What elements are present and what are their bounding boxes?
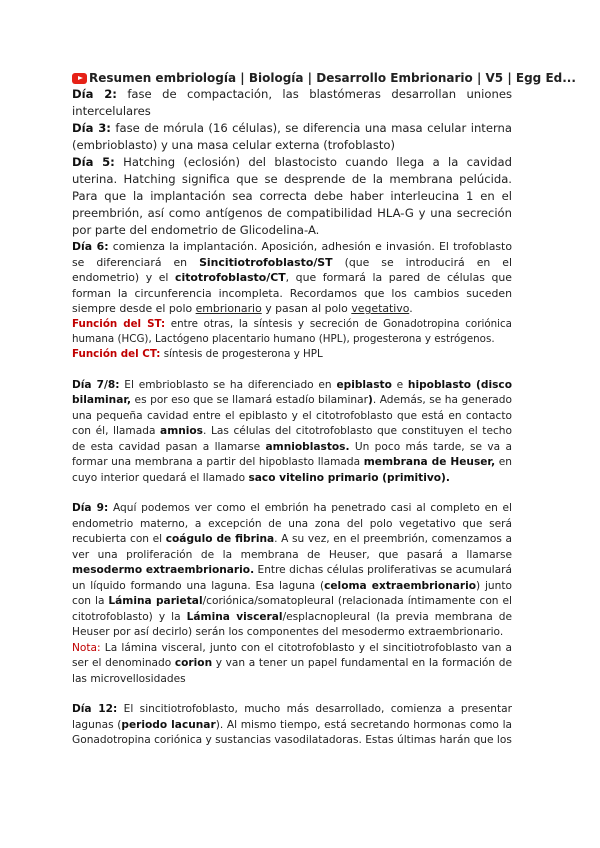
text-dia-2: fase de compactación, las blastómeras desarrollan uniones intercelulares xyxy=(72,87,512,118)
label-dia-2: Día 2: xyxy=(72,87,117,101)
text: . A su vez, en el preembrión, comenzamos a ver una proliferación de la membrana de Heuser, que pasará a llamarse xyxy=(72,533,512,561)
title-text: Resumen embriología | Biología | Desarrollo Embrionario | V5 | Egg Ed... xyxy=(89,71,576,85)
paragraph-dia-6 xyxy=(72,239,512,317)
term-mesodermo: mesodermo extraembrionario. xyxy=(72,564,255,577)
term-coagulo-fibrina: coágulo de fibrina xyxy=(165,533,275,546)
paragraph-dia-5 xyxy=(72,154,512,239)
paragraph-funcion-ct xyxy=(72,347,512,362)
underlined-embrionario: embrionario xyxy=(195,302,262,316)
text: es por eso que se llamará estadío bilaminar xyxy=(131,394,368,407)
term-membrana-heuser: membrana de Heuser, xyxy=(363,456,496,469)
text: /coriónica/somatopleural (relacionada íntimamente con el citotrofoblasto) y la xyxy=(72,595,512,623)
paragraph-dia-7-8 xyxy=(72,378,512,487)
text: . Además, se ha generado una pequeña cavidad entre el epiblasto y el citotrofoblasto que está en contacto con él, llamada xyxy=(72,394,512,438)
label-nota: Nota: xyxy=(72,641,101,654)
label-funcion-ct: Función del CT: xyxy=(72,348,161,361)
label-dia-3: Día 3: xyxy=(72,121,111,135)
underlined-vegetativo: vegetativo xyxy=(351,302,410,316)
spacer xyxy=(72,363,512,378)
text: síntesis de progesterona y HPL xyxy=(160,348,323,361)
text: El embrioblasto se ha diferenciado en xyxy=(119,378,337,391)
text: y van a tener un papel fundamental en la formación de las microvellosidades xyxy=(72,657,512,685)
label-dia-7-8: Día 7/8: xyxy=(72,378,120,391)
text: Entre dichas células proliferativas se acumulará un líquido formando una laguna. Esa laguna ( xyxy=(72,564,512,592)
text-dia-3: fase de mórula (16 células), se diferencia una masa celular interna (embrioblasto) y una masa celular externa (trofoblasto) xyxy=(72,121,512,152)
text: Aquí podemos ver como el embrión ha penetrado casi al completo en el endometrio materno, a excepción de una zona del polo vegetativo que será recubierta con el xyxy=(72,502,513,546)
paragraph-dia-12 xyxy=(72,702,512,749)
bold-paren: ) xyxy=(368,394,373,407)
term-periodo-lacunar: periodo lacunar xyxy=(121,718,216,731)
text: en cuyo interior quedará el llamado xyxy=(72,456,512,484)
label-dia-9: Día 9: xyxy=(72,502,109,515)
term-citotrofoblasto: citotrofoblasto/CT xyxy=(175,271,286,285)
text: El sincitiotrofoblasto, mucho más desarrollado, comienza a presentar lagunas ( xyxy=(72,703,512,731)
paragraph-dia-9 xyxy=(72,501,512,641)
paragraph-nota xyxy=(72,641,512,688)
text: ) junto con la xyxy=(72,579,512,608)
term-hipoblasto: hipoblasto (disco bilaminar, xyxy=(72,378,512,407)
paragraph-dia-2 xyxy=(72,86,512,120)
text-dia-5: Hatching (eclosión) del blastocisto cuando llega a la cavidad uterina. Hatching significa que se desprende de la membrana pelúcida. Para que la implantación sea correcta debe haber interleucina 1 en el preembrión, así como antígenos de compatibilidad HLA-G y una secreción por parte del endometrio de Glicodelina-A. xyxy=(72,155,512,237)
term-saco-vitelino: saco vitelino primario (primitivo). xyxy=(248,471,450,484)
document-title xyxy=(72,70,576,86)
text: /esplacnopleural (la previa membrana de Heuser por así decirlo) serán los componentes del mesodermo extraembrionario. xyxy=(72,610,512,639)
text: comienza la implantación. Aposición, adhesión e invasión. El trofoblasto se diferenciará en xyxy=(72,240,512,269)
spacer xyxy=(72,486,512,501)
term-amnioblastos: amnioblastos. xyxy=(265,440,350,453)
text: e xyxy=(391,378,408,391)
label-dia-6: Día 6: xyxy=(72,240,109,253)
text: Un poco más tarde, se va a formar una membrana a partir del hipoblasto llamada xyxy=(72,440,512,469)
text: (que se introducirá en el endometrio) y el xyxy=(72,255,513,285)
text: entre otras, la síntesis y secreción de Gonadotropina coriónica humana (HCG), Lactógeno placentario humano (HPL), progesterona y estrógenos. xyxy=(72,317,512,346)
term-lamina-visceral: Lámina visceral xyxy=(186,610,283,623)
text: , que formará la pared de células que forman la circunferencia incompleta. Recordamos que los cambios suceden siempre desde el polo xyxy=(72,271,513,316)
text: La lámina visceral, junto con el citotrofoblasto y el sincitiotrofoblasto van a ser el denominado xyxy=(72,641,512,670)
label-dia-12: Día 12: xyxy=(72,703,118,716)
term-epiblasto: epiblasto xyxy=(336,378,392,391)
text: ). Al mismo tiempo, está secretando hormonas como la Gonadotropina coriónica y sustancias vasodilatadoras. Estas últimas harán que los xyxy=(72,718,513,747)
text: y pasan al polo xyxy=(261,302,352,316)
paragraph-funcion-st xyxy=(72,317,512,347)
text: . xyxy=(409,302,413,316)
term-sincitiotrofoblasto: Sincitiotrofoblasto/ST xyxy=(199,255,333,269)
term-corion: corion xyxy=(174,657,213,670)
label-funcion-st: Función del ST: xyxy=(72,317,166,330)
paragraph-dia-3 xyxy=(72,120,512,154)
term-amnios: amnios xyxy=(160,425,203,438)
text: . Las células del citotrofoblasto que constituyen el techo de esta cavidad pasan a llamarse xyxy=(72,425,512,453)
term-celoma: celoma extraembrionario xyxy=(324,579,477,592)
term-lamina-parietal: Lámina parietal xyxy=(108,595,203,608)
label-dia-5: Día 5: xyxy=(72,155,115,169)
spacer xyxy=(72,687,512,702)
youtube-icon xyxy=(72,73,87,84)
